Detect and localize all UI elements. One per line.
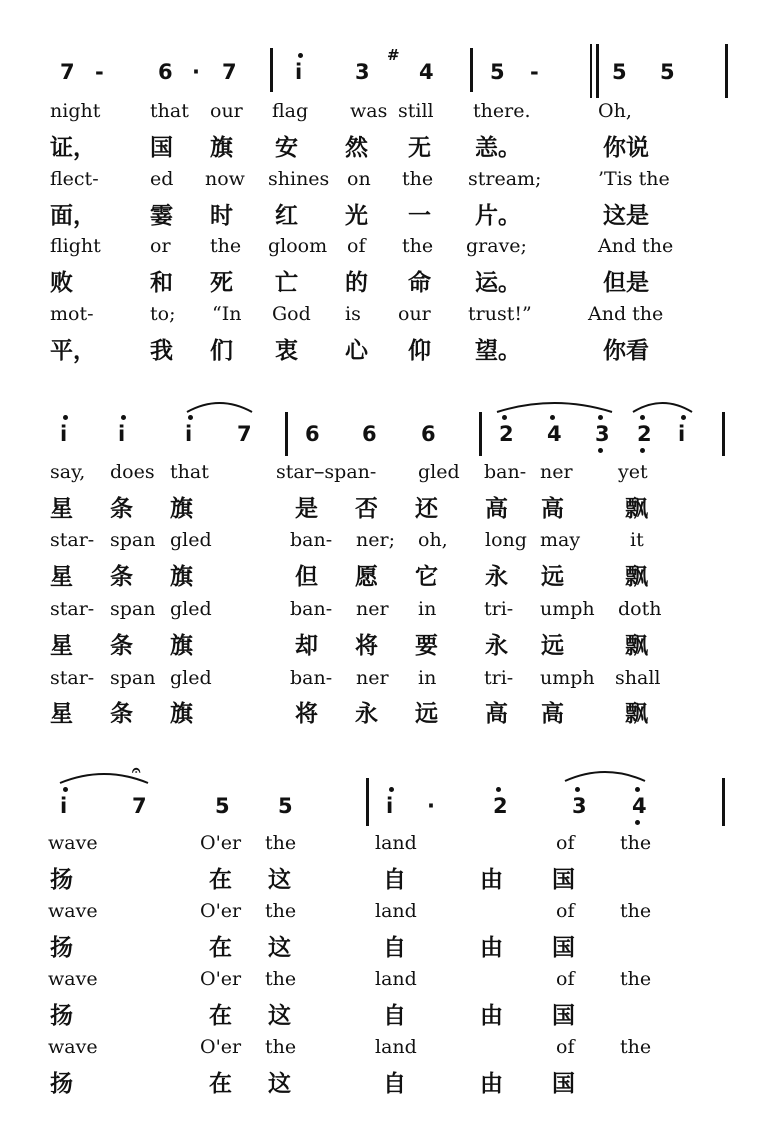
- barline: [590, 44, 592, 98]
- octave-dot-above: [640, 415, 645, 420]
- lyric-english: God: [272, 303, 311, 325]
- lyric-chinese: 霎: [150, 203, 173, 229]
- note: 5: [278, 794, 293, 818]
- note: 6: [158, 60, 173, 84]
- lyric-chinese: 由: [480, 935, 503, 961]
- lyric-chinese: 红: [275, 203, 298, 229]
- lyric-chinese: 飘: [625, 701, 648, 727]
- lyric-chinese: 这是: [603, 203, 649, 229]
- note: 7: [237, 422, 252, 446]
- note: 2: [637, 422, 652, 446]
- lyric-english: gled: [170, 667, 212, 689]
- note: 4: [547, 422, 562, 446]
- lyric-english: span: [110, 667, 156, 689]
- note: -: [530, 60, 539, 84]
- fermata-mark: 𝄐: [132, 761, 141, 779]
- lyric-chinese: 运。: [475, 270, 521, 296]
- note: ·: [192, 60, 200, 84]
- lyric-english: now: [205, 168, 245, 190]
- note: 4: [419, 60, 434, 84]
- lyric-chinese: 们: [210, 338, 233, 364]
- lyric-chinese: 将: [295, 701, 318, 727]
- lyric-chinese: 自: [383, 1003, 406, 1029]
- lyric-english: And the: [598, 235, 674, 257]
- note: 6: [362, 422, 377, 446]
- octave-dot-above: [121, 415, 126, 420]
- note: 5: [660, 60, 675, 84]
- lyric-chinese: 飘: [625, 564, 648, 590]
- lyric-english: is: [345, 303, 361, 325]
- lyric-english: ner: [356, 598, 389, 620]
- lyric-chinese: 远: [541, 633, 564, 659]
- lyric-chinese: 自: [383, 1071, 406, 1097]
- barline: [270, 48, 273, 92]
- slur-arc: [187, 403, 252, 412]
- lyric-english: on: [347, 168, 371, 190]
- lyric-chinese: 衷: [275, 338, 298, 364]
- lyric-english: wave: [48, 1036, 98, 1058]
- lyric-chinese: 条: [110, 633, 133, 659]
- lyric-chinese: 条: [110, 496, 133, 522]
- lyric-chinese: 永: [355, 701, 378, 727]
- lyric-english: mot-: [50, 303, 94, 325]
- lyric-english: our: [210, 100, 243, 122]
- lyric-chinese: 飘: [625, 496, 648, 522]
- lyric-chinese: 光: [345, 203, 368, 229]
- note: i: [60, 794, 68, 818]
- lyric-english: O'er: [200, 832, 242, 854]
- lyric-english: And the: [588, 303, 664, 325]
- lyric-english: that: [150, 100, 189, 122]
- lyric-chinese: 自: [383, 935, 406, 961]
- lyric-chinese: 一: [408, 203, 431, 229]
- lyric-chinese: 心: [345, 338, 368, 364]
- lyric-chinese: 然: [345, 135, 368, 161]
- lyric-chinese: 这: [268, 935, 291, 961]
- lyric-english: long: [485, 529, 527, 551]
- note: i: [60, 422, 68, 446]
- lyric-chinese: 你说: [603, 135, 649, 161]
- lyric-english: ban-: [290, 667, 333, 689]
- lyric-english: land: [375, 832, 417, 854]
- lyric-chinese: 旗: [170, 701, 193, 727]
- lyric-chinese: 面，: [50, 203, 96, 229]
- octave-dot-above: [298, 53, 303, 58]
- lyric-english: the: [620, 1036, 652, 1058]
- note: 5: [215, 794, 230, 818]
- lyric-chinese: 高: [485, 701, 508, 727]
- lyric-english: of: [556, 832, 575, 854]
- lyric-chinese: 它: [415, 564, 438, 590]
- octave-dot-below: [598, 448, 603, 453]
- barline-double: [596, 44, 599, 98]
- note: 5: [490, 60, 505, 84]
- lyric-chinese: 高: [541, 701, 564, 727]
- lyric-english: the: [265, 1036, 297, 1058]
- lyric-english: star-: [50, 598, 95, 620]
- lyric-english: flag: [272, 100, 309, 122]
- note: 7: [222, 60, 237, 84]
- lyric-english: ban-: [290, 598, 333, 620]
- note: 3: [595, 422, 610, 446]
- lyric-chinese: 由: [480, 867, 503, 893]
- slur-arc: [497, 403, 612, 412]
- lyric-chinese: 远: [541, 564, 564, 590]
- lyric-chinese: 仰: [408, 338, 431, 364]
- lyric-english: umph: [540, 667, 595, 689]
- octave-dot-above: [681, 415, 686, 420]
- note: 7: [132, 794, 147, 818]
- lyric-english: ner: [356, 667, 389, 689]
- lyric-chinese: 这: [268, 1071, 291, 1097]
- barline: [722, 412, 725, 456]
- lyric-english: grave;: [466, 235, 527, 257]
- lyric-english: tri-: [484, 598, 514, 620]
- lyric-english: the: [620, 900, 652, 922]
- lyric-chinese: 星: [50, 496, 73, 522]
- lyric-chinese: 扬: [50, 867, 73, 893]
- lyric-english: span: [110, 529, 156, 551]
- lyric-english: of: [347, 235, 366, 257]
- lyric-chinese: 安: [275, 135, 298, 161]
- note: 2: [499, 422, 514, 446]
- note: i: [185, 422, 193, 446]
- note: 2: [493, 794, 508, 818]
- lyric-chinese: 国: [552, 867, 575, 893]
- lyric-english: trust!”: [468, 303, 532, 325]
- barline: [470, 48, 473, 92]
- lyric-english: to;: [150, 303, 176, 325]
- lyric-chinese: 却: [295, 633, 318, 659]
- lyric-english: O'er: [200, 1036, 242, 1058]
- lyric-english: land: [375, 1036, 417, 1058]
- lyric-english: the: [402, 235, 434, 257]
- note: 3: [355, 60, 370, 84]
- lyric-chinese: 片。: [475, 203, 521, 229]
- note: ·: [427, 794, 435, 818]
- lyric-chinese: 无: [408, 135, 431, 161]
- lyric-chinese: 在: [209, 1003, 232, 1029]
- lyric-english: does: [110, 461, 155, 483]
- lyric-chinese: 国: [552, 935, 575, 961]
- lyric-english: ’Tis the: [598, 168, 670, 190]
- lyric-english: our: [398, 303, 431, 325]
- lyric-chinese: 要: [415, 633, 438, 659]
- octave-dot-above: [63, 415, 68, 420]
- lyric-english: star-: [50, 667, 95, 689]
- lyric-chinese: 这: [268, 867, 291, 893]
- lyric-english: may: [540, 529, 581, 551]
- lyric-english: span: [110, 598, 156, 620]
- lyric-english: land: [375, 900, 417, 922]
- slur-arc: [565, 772, 645, 781]
- note: -: [95, 60, 104, 84]
- lyric-chinese: 条: [110, 564, 133, 590]
- lyric-chinese: 永: [485, 564, 508, 590]
- lyric-english: land: [375, 968, 417, 990]
- lyric-english: of: [556, 968, 575, 990]
- lyric-chinese: 远: [415, 701, 438, 727]
- barline: [725, 44, 728, 98]
- lyric-english: gled: [418, 461, 460, 483]
- note: i: [678, 422, 686, 446]
- lyric-english: was: [350, 100, 388, 122]
- barline: [366, 778, 369, 826]
- lyric-chinese: 这: [268, 1003, 291, 1029]
- lyric-chinese: 由: [480, 1003, 503, 1029]
- lyric-chinese: 但: [295, 564, 318, 590]
- lyric-chinese: 恙。: [475, 135, 521, 161]
- lyric-english: the: [265, 900, 297, 922]
- lyric-english: wave: [48, 832, 98, 854]
- lyric-chinese: 但是: [603, 270, 649, 296]
- lyric-english: the: [620, 968, 652, 990]
- lyric-chinese: 在: [209, 867, 232, 893]
- octave-dot-above: [389, 787, 394, 792]
- lyric-chinese: 高: [541, 496, 564, 522]
- octave-dot-above: [502, 415, 507, 420]
- lyric-english: say,: [50, 461, 86, 483]
- lyric-english: the: [265, 968, 297, 990]
- octave-dot-above: [598, 415, 603, 420]
- lyric-english: the: [402, 168, 434, 190]
- lyric-chinese: 我: [150, 338, 173, 364]
- lyric-english: yet: [618, 461, 648, 483]
- lyric-english: wave: [48, 900, 98, 922]
- lyric-chinese: 否: [355, 496, 378, 522]
- note: i: [386, 794, 394, 818]
- lyric-english: flight: [50, 235, 101, 257]
- lyric-chinese: 条: [110, 701, 133, 727]
- lyric-chinese: 你看: [603, 338, 649, 364]
- lyric-english: of: [556, 900, 575, 922]
- lyric-chinese: 时: [210, 203, 233, 229]
- lyric-chinese: 是: [295, 496, 318, 522]
- lyric-english: gloom: [268, 235, 328, 257]
- lyric-english: oh,: [418, 529, 448, 551]
- lyric-english: gled: [170, 529, 212, 551]
- lyric-chinese: 命: [408, 270, 431, 296]
- lyric-english: -span-: [318, 461, 377, 483]
- lyric-english: ed: [150, 168, 174, 190]
- lyric-chinese: 亡: [275, 270, 298, 296]
- lyric-english: of: [556, 1036, 575, 1058]
- lyric-english: ban-: [290, 529, 333, 551]
- lyric-chinese: 星: [50, 701, 73, 727]
- lyric-chinese: 愿: [355, 564, 378, 590]
- lyric-chinese: 永: [485, 633, 508, 659]
- lyric-chinese: 和: [150, 270, 173, 296]
- lyric-english: still: [398, 100, 434, 122]
- octave-dot-above: [188, 415, 193, 420]
- lyric-chinese: 扬: [50, 1003, 73, 1029]
- lyric-chinese: 望。: [475, 338, 521, 364]
- lyric-english: tri-: [484, 667, 514, 689]
- lyric-chinese: 将: [355, 633, 378, 659]
- lyric-chinese: 的: [345, 270, 368, 296]
- lyric-chinese: 自: [383, 867, 406, 893]
- lyric-english: umph: [540, 598, 595, 620]
- note: 6: [421, 422, 436, 446]
- lyric-chinese: 由: [480, 1071, 503, 1097]
- lyric-chinese: 证，: [50, 135, 96, 161]
- lyric-chinese: 旗: [170, 496, 193, 522]
- note: i: [118, 422, 126, 446]
- barline: [285, 412, 288, 456]
- octave-dot-above: [575, 787, 580, 792]
- octave-dot-above: [496, 787, 501, 792]
- octave-dot-above: [63, 787, 68, 792]
- lyric-chinese: 星: [50, 564, 73, 590]
- lyric-chinese: 在: [209, 1071, 232, 1097]
- lyric-chinese: 在: [209, 935, 232, 961]
- lyric-chinese: 败: [50, 270, 73, 296]
- lyric-english: shall: [615, 667, 661, 689]
- barline: [479, 412, 482, 456]
- barline: [722, 778, 725, 826]
- slur-arc: [633, 403, 692, 412]
- lyric-chinese: 旗: [170, 564, 193, 590]
- lyric-english: in: [418, 667, 437, 689]
- lyric-english: star-: [50, 529, 95, 551]
- lyric-english: star-: [276, 461, 321, 483]
- lyric-chinese: 旗: [170, 633, 193, 659]
- lyric-english: wave: [48, 968, 98, 990]
- octave-dot-below: [635, 820, 640, 825]
- note: 3: [572, 794, 587, 818]
- lyric-chinese: 死: [210, 270, 233, 296]
- note: i: [295, 60, 303, 84]
- lyric-chinese: 国: [552, 1003, 575, 1029]
- lyric-english: ban-: [484, 461, 527, 483]
- lyric-english: the: [265, 832, 297, 854]
- lyric-english: stream;: [468, 168, 542, 190]
- lyric-chinese: 还: [415, 496, 438, 522]
- note: 6: [305, 422, 320, 446]
- note: 4: [632, 794, 647, 818]
- lyric-chinese: 扬: [50, 935, 73, 961]
- lyric-english: or: [150, 235, 171, 257]
- lyric-english: ner: [540, 461, 573, 483]
- lyric-chinese: 星: [50, 633, 73, 659]
- lyric-english: ner;: [356, 529, 395, 551]
- lyric-english: that: [170, 461, 209, 483]
- lyric-english: doth: [618, 598, 662, 620]
- lyric-chinese: 扬: [50, 1071, 73, 1097]
- lyric-english: “In: [212, 303, 242, 325]
- sharp-sign: #: [387, 46, 400, 64]
- lyric-chinese: 国: [150, 135, 173, 161]
- lyric-english: shines: [268, 168, 330, 190]
- lyric-english: there.: [473, 100, 531, 122]
- lyric-chinese: 高: [485, 496, 508, 522]
- lyric-english: flect-: [50, 168, 99, 190]
- lyric-english: O'er: [200, 900, 242, 922]
- octave-dot-below: [640, 448, 645, 453]
- lyric-chinese: 旗: [210, 135, 233, 161]
- lyric-chinese: 平，: [50, 338, 96, 364]
- note: 7: [60, 60, 75, 84]
- lyric-english: it: [630, 529, 644, 551]
- lyric-english: the: [210, 235, 242, 257]
- lyric-english: night: [50, 100, 101, 122]
- octave-dot-above: [550, 415, 555, 420]
- octave-dot-above: [635, 787, 640, 792]
- lyric-english: the: [620, 832, 652, 854]
- lyric-chinese: 国: [552, 1071, 575, 1097]
- lyric-english: O'er: [200, 968, 242, 990]
- note: 5: [612, 60, 627, 84]
- lyric-english: in: [418, 598, 437, 620]
- lyric-english: Oh,: [598, 100, 632, 122]
- lyric-english: gled: [170, 598, 212, 620]
- lyric-chinese: 飘: [625, 633, 648, 659]
